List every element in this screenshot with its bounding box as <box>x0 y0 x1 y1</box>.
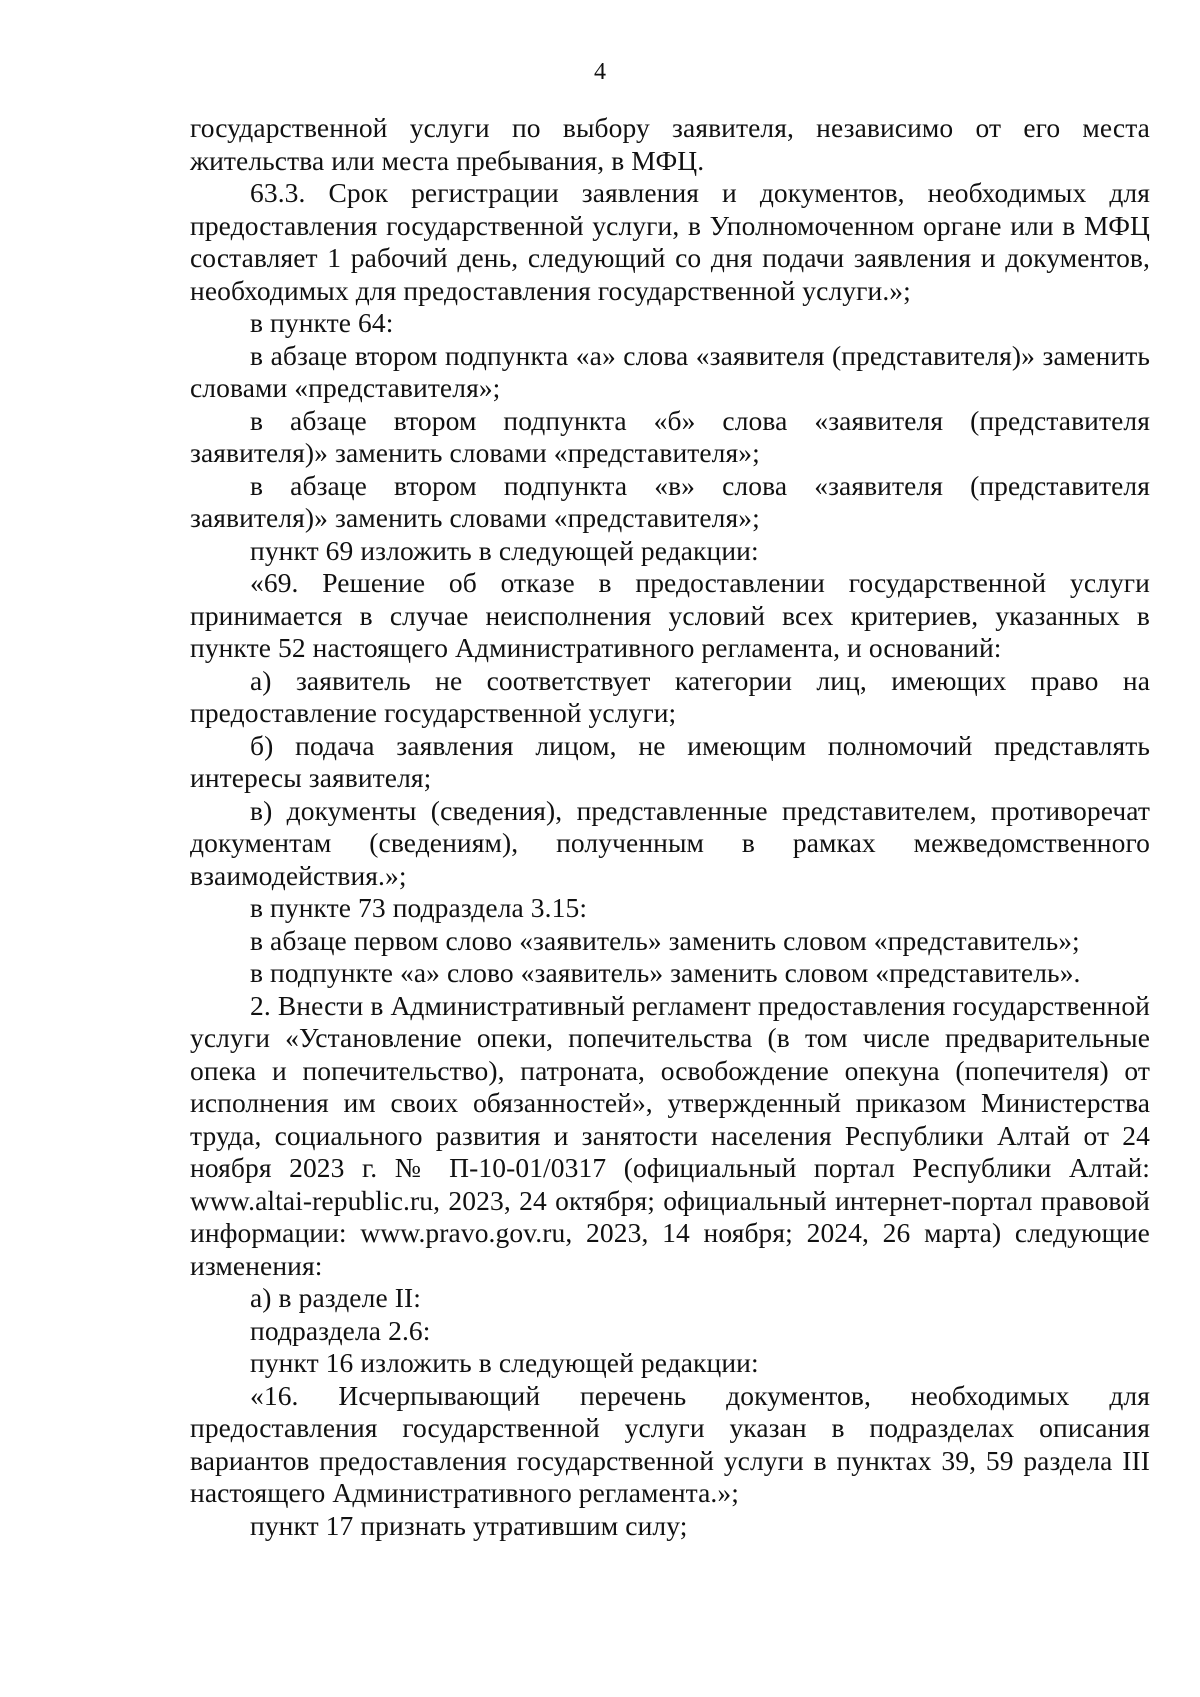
paragraph-first-abzac: в абзаце первом слово «заявитель» заменить словом «представитель»; <box>250 924 1080 956</box>
paragraph-point-69-intro: пункт 69 изложить в следующей редакции: <box>250 534 759 566</box>
paragraph-subpoint-v: в абзаце втором подпункта «в» слова «заявителя (представителя заявителя)» заменить словами «представителя»; <box>190 469 1150 533</box>
paragraph-reason-b: б) подача заявления лицом, не имеющим полномочий представлять интересы заявителя; <box>190 729 1150 793</box>
paragraph-point-17: пункт 17 признать утратившим силу; <box>250 1509 688 1541</box>
paragraph-subpoint-a: в абзаце втором подпункта «а» слова «заявителя (представителя)» заменить словами «представителя»; <box>190 339 1150 403</box>
paragraph-section-ii: а) в разделе II: <box>250 1282 421 1313</box>
paragraph-point-16-intro: пункт 16 изложить в следующей редакции: <box>250 1347 759 1378</box>
paragraph-subpoint-b: в абзаце втором подпункта «б» слова «заявителя (представителя заявителя)» заменить словами «представителя»; <box>190 404 1150 468</box>
paragraph-reason-v: в) документы (сведения), представленные представителем, противоречат документам (сведениям), полученным в рамках межведомственного взаимодействия.»; <box>190 794 1150 891</box>
paragraph-reason-a: а) заявитель не соответствует категории лиц, имеющих право на предоставление государственной услуги; <box>190 664 1150 728</box>
page-number: 4 <box>594 59 606 85</box>
paragraph-continuation: государственной услуги по выбору заявителя, независимо от его места жительства или места пребывания, в МФЦ. <box>190 112 1150 176</box>
paragraph-point-16-text: «16. Исчерпывающий перечень документов, необходимых для предоставления государственной услуги указан в подразделах описания вариантов предоставления государственной услуги в пунктах 39, 59 раздела III настоящего Административного регламента.»; <box>190 1379 1150 1508</box>
paragraph-subpoint-a-change: в подпункте «а» слово «заявитель» заменить словом «представитель». <box>250 957 1081 988</box>
paragraph-point-64: в пункте 64: <box>250 307 394 338</box>
paragraph-point-73: в пункте 73 подраздела 3.15: <box>250 892 588 923</box>
paragraph-section-2: 2. Внести в Административный регламент предоставления государственной услуги «Установление опеки, попечительства (в том числе предварительные опека и попечительство), патроната, освобождение опекуна (попечителя) от исполнения им своих обязанностей», утвержденный приказом Министерства труда, социального развития и занятости населения Республики Алтай от 24 ноября 2023 г. № П-10-01/0317 (официальный портал Республики Алтай: www.altai-republic.ru, 2023, 24 октября; официальный интернет-портал правовой информации: www.pravo.gov.ru, 2023, 14 ноября; 2024, 26 марта) следующие изменения: <box>190 989 1150 1281</box>
paragraph-item-63-3: 63.3. Срок регистрации заявления и документов, необходимых для предоставления государственной услуги, в Уполномоченном органе или в МФЦ составляет 1 рабочий день, следующий со дня подачи заявления и документов, необходимых для предоставления государственной услуги.»; <box>190 177 1150 306</box>
paragraph-point-69-text: «69. Решение об отказе в предоставлении государственной услуги принимается в случае неисполнения условий всех критериев, указанных в пункте 52 настоящего Административного регламента, и оснований: <box>190 567 1150 663</box>
paragraph-subsection-2-6: подраздела 2.6: <box>250 1314 431 1346</box>
document-body <box>190 112 1150 1542</box>
